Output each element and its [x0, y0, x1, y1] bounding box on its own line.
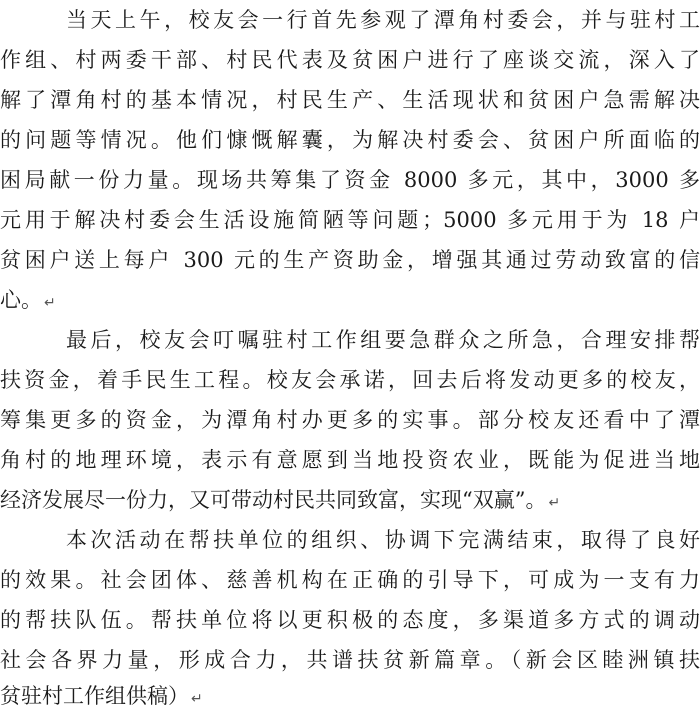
text-line: 的效果。社会团体、慈善机构在正确的引导下，可成为一支有力 — [0, 568, 700, 592]
paragraph-mark-icon: ↵ — [191, 691, 203, 707]
text-line: 社会各界力量，形成合力，共谱扶贫新篇章。（新会区睦洲镇扶 — [0, 648, 700, 672]
text-line: 扶资金，着手民生工程。校友会承诺，回去后将发动更多的校友， — [0, 368, 700, 392]
text-line: 最后，校友会叮嘱驻村工作组要急群众之所急，合理安排帮 — [66, 328, 700, 352]
text-line: 角村的地理环境，表示有意愿到当地投资农业，既能为促进当地 — [0, 448, 700, 472]
text-line: 心。 ↵ — [0, 288, 56, 312]
text-line: 解了潭角村的基本情况，村民生产、生活现状和贫困户急需解决 — [0, 88, 700, 112]
text-line: 筹集更多的资金，为潭角村办更多的实事。部分校友还看中了潭 — [0, 408, 700, 432]
text-line: 经济发展尽一份力，又可带动村民共同致富，实现“双赢”。 ↵ — [0, 488, 561, 512]
text-line: 的帮扶队伍。帮扶单位将以更积极的态度，多渠道多方式的调动 — [0, 608, 700, 632]
text-line: 贫驻村工作组供稿） ↵ — [0, 684, 203, 708]
text-line: 贫困户送上每户 300 元的生产资助金，增强其通过劳动致富的信 — [0, 248, 700, 272]
text-line: 的问题等情况。他们慷慨解囊，为解决村委会、贫困户所面临的 — [0, 128, 700, 152]
text-line: 作组、村两委干部、村民代表及贫困户进行了座谈交流，深入了 — [0, 48, 700, 72]
text-line: 本次活动在帮扶单位的组织、协调下完满结束，取得了良好 — [66, 528, 700, 552]
text-line: 元用于解决村委会生活设施简陋等问题；5000 多元用于为 18 户 — [0, 208, 700, 232]
paragraph-mark-icon: ↵ — [44, 295, 56, 311]
paragraph-mark-icon: ↵ — [548, 495, 561, 511]
text-line: 当天上午，校友会一行首先参观了潭角村委会，并与驻村工 — [66, 8, 700, 32]
text-line: 困局献一份力量。现场共筹集了资金 8000 多元，其中，3000 多 — [0, 168, 700, 192]
